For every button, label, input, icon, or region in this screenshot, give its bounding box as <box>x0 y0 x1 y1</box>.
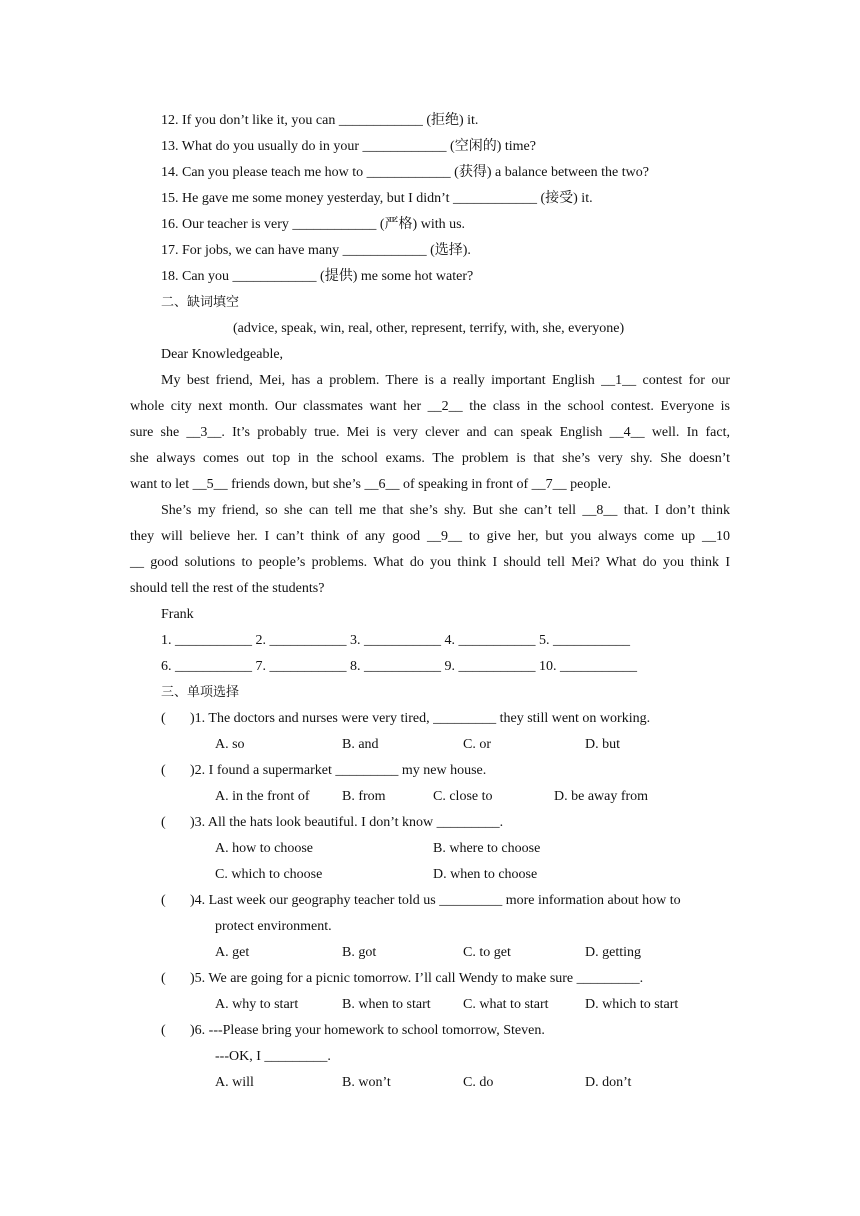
option-a[interactable]: A. why to start <box>215 997 299 1012</box>
answer-paren[interactable]: ( <box>161 711 166 726</box>
option-b[interactable]: B. and <box>342 737 379 752</box>
option-c[interactable]: C. to get <box>463 945 511 960</box>
question-stem-2: )2. I found a supermarket _________ my new house. <box>190 763 487 778</box>
exercise-item-18: 18. Can you ____________ (提供) me some hot water? <box>161 269 474 284</box>
question-stem-1: )1. The doctors and nurses were very tired, _________ they still went on working. <box>190 711 651 726</box>
exercise-item-12: 12. If you don’t like it, you can ____________ (拒绝) it. <box>161 113 479 128</box>
option-b[interactable]: B. where to choose <box>433 841 541 856</box>
paragraph-line: she always comes out top in the school exams. The problem is that she’s very shy. She doesn’t <box>130 451 730 466</box>
paragraph-line: should tell the rest of the students? <box>130 581 325 596</box>
section-title-cloze: 二、缺词填空 <box>161 295 240 310</box>
option-b[interactable]: B. when to start <box>342 997 431 1012</box>
word-bank: (advice, speak, win, real, other, represent, terrify, with, she, everyone) <box>233 321 625 336</box>
option-d[interactable]: D. don’t <box>585 1075 632 1090</box>
option-c[interactable]: C. what to start <box>463 997 549 1012</box>
paragraph-line: sure she __3__. It’s probably true. Mei is very clever and can speak English __4__ well. In fact, <box>130 425 730 440</box>
option-d[interactable]: D. which to start <box>585 997 679 1012</box>
option-a[interactable]: A. in the front of <box>215 789 310 804</box>
exercise-item-14: 14. Can you please teach me how to ____________ (获得) a balance between the two? <box>161 165 649 180</box>
question-stem-3: )3. All the hats look beautiful. I don’t know _________. <box>190 815 504 830</box>
option-a[interactable]: A. so <box>215 737 245 752</box>
option-d[interactable]: D. be away from <box>554 789 649 804</box>
option-b[interactable]: B. from <box>342 789 386 804</box>
answer-paren[interactable]: ( <box>161 815 166 830</box>
answer-paren[interactable]: ( <box>161 763 166 778</box>
option-c[interactable]: C. which to choose <box>215 867 323 882</box>
paragraph-line: My best friend, Mei, has a problem. There is a really important English __1__ contest for our <box>161 373 730 388</box>
option-d[interactable]: D. getting <box>585 945 641 960</box>
paragraph-line: whole city next month. Our classmates want her __2__ the class in the school contest. Everyone is <box>130 399 730 414</box>
option-c[interactable]: C. do <box>463 1075 494 1090</box>
exercise-item-16: 16. Our teacher is very ____________ (严格) with us. <box>161 217 466 232</box>
option-c[interactable]: C. or <box>463 737 491 752</box>
exercise-item-15: 15. He gave me some money yesterday, but I didn’t ____________ (接受) it. <box>161 191 593 206</box>
answer-blanks-row-2[interactable]: 6. ___________ 7. ___________ 8. ___________ 9. ___________ 10. ___________ <box>161 659 637 674</box>
option-a[interactable]: A. how to choose <box>215 841 313 856</box>
option-d[interactable]: D. but <box>585 737 620 752</box>
option-b[interactable]: B. got <box>342 945 377 960</box>
question-stem-5: )5. We are going for a picnic tomorrow. I’ll call Wendy to make sure _________. <box>190 971 644 986</box>
letter-signature: Frank <box>161 607 194 622</box>
exercise-item-13: 13. What do you usually do in your ____________ (空闲的) time? <box>161 139 536 154</box>
answer-paren[interactable]: ( <box>161 1023 166 1038</box>
paragraph-line: __ good solutions to people’s problems. What do you think I should tell Mei? What do you think I <box>130 555 730 570</box>
option-d[interactable]: D. when to choose <box>433 867 538 882</box>
answer-paren[interactable]: ( <box>161 893 166 908</box>
paragraph-line: they will believe her. I can’t think of any good __9__ to give her, but you always come up __10 <box>130 529 730 544</box>
paragraph-line: She’s my friend, so she can tell me that she’s shy. But she can’t tell __8__ that. I don’t think <box>161 503 730 518</box>
exercise-item-17: 17. For jobs, we can have many ____________ (选择). <box>161 243 471 258</box>
option-c[interactable]: C. close to <box>433 789 493 804</box>
letter-greeting: Dear Knowledgeable, <box>161 347 284 362</box>
option-a[interactable]: A. get <box>215 945 250 960</box>
question-stem-4-cont: protect environment. <box>215 919 332 934</box>
question-stem-6: )6. ---Please bring your homework to school tomorrow, Steven. <box>190 1023 545 1038</box>
question-stem-6-cont: ---OK, I _________. <box>215 1049 331 1064</box>
option-b[interactable]: B. won’t <box>342 1075 391 1090</box>
option-a[interactable]: A. will <box>215 1075 254 1090</box>
question-stem-4: )4. Last week our geography teacher told us _________ more information about how to <box>190 893 681 908</box>
answer-paren[interactable]: ( <box>161 971 166 986</box>
paragraph-line: want to let __5__ friends down, but she’s __6__ of speaking in front of __7__ people. <box>130 477 611 492</box>
section-title-multiple-choice: 三、单项选择 <box>161 685 240 700</box>
answer-blanks-row-1[interactable]: 1. ___________ 2. ___________ 3. ___________ 4. ___________ 5. ___________ <box>161 633 630 648</box>
